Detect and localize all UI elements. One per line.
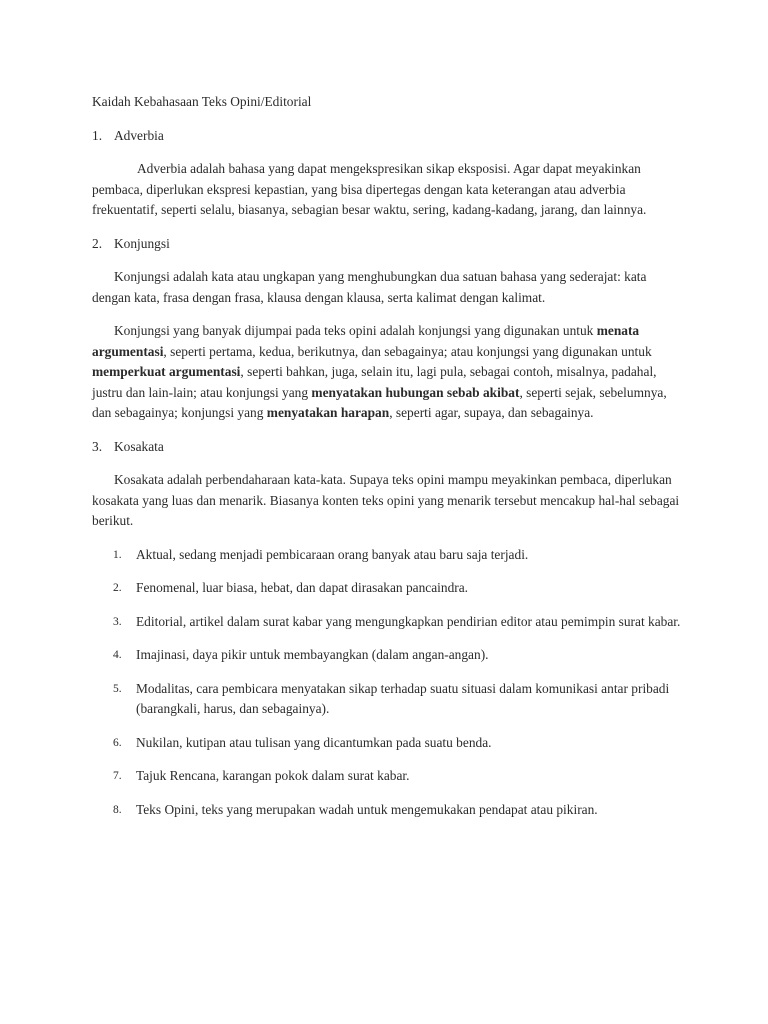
paragraph-konjungsi-definition: Konjungsi adalah kata atau ungkapan yang menghubungkan dua satuan bahasa yang sederajat: kata dengan kata, frasa dengan frasa, klausa dengan klausa, serta kalimat dengan kalimat. xyxy=(92,269,647,305)
section-heading-kosakata xyxy=(92,437,682,458)
list-text: Nukilan, kutipan atau tulisan yang dicantumkan pada suatu benda. xyxy=(136,734,492,750)
paragraph-text: Konjungsi yang banyak dijumpai pada teks opini adalah konjungsi yang digunakan untuk xyxy=(114,323,597,338)
list-number: 3. xyxy=(113,615,122,628)
list-item xyxy=(92,800,682,821)
document-page xyxy=(92,92,682,833)
section-heading-adverbia xyxy=(92,126,682,147)
bold-term: menyatakan harapan xyxy=(266,405,390,420)
list-text: Teks Opini, teks yang merupakan wadah untuk mengemukakan pendapat atau pikiran. xyxy=(136,801,598,817)
list-text: Fenomenal, luar biasa, hebat, dan dapat dirasakan pancaindra. xyxy=(136,580,469,595)
list-number: 1. xyxy=(113,548,122,561)
list-item xyxy=(92,612,682,633)
section-title: Adverbia xyxy=(114,127,164,143)
paragraph-text: , seperti pertama, kedua, berikutnya, dan sebagainya; atau konjungsi yang digunakan untuk xyxy=(163,343,652,359)
section-number: 3. xyxy=(92,438,103,454)
section-heading-konjungsi xyxy=(92,234,682,255)
list-number: 7. xyxy=(113,770,122,782)
list-item xyxy=(92,578,682,599)
list-item xyxy=(92,733,682,754)
list-item xyxy=(92,545,682,566)
list-item xyxy=(92,679,682,720)
list-text: Modalitas, cara pembicara menyatakan sikap terhadap suatu situasi dalam komunikasi antar pribadi (barangkali, harus, dan sebagainya). xyxy=(136,680,670,716)
list-text: Editorial, artikel dalam surat kabar yang mengungkapkan pendirian editor atau pemimpin surat kabar. xyxy=(136,613,681,629)
section-number: 1. xyxy=(92,127,103,143)
list-number: 4. xyxy=(113,649,122,661)
bold-term: menyatakan hubungan sebab akibat xyxy=(311,384,520,400)
list-text: Tajuk Rencana, karangan pokok dalam surat kabar. xyxy=(136,768,410,783)
section-title: Kosakata xyxy=(114,438,164,454)
paragraph-text: , seperti bahkan, juga, selain itu, lagi pula, sebagai contoh, misalnya, padahal, justru dan lain-lain; atau konjungsi yang xyxy=(92,364,657,400)
section-title: Konjungsi xyxy=(114,235,170,251)
document-title: Kaidah Kebahasaan Teks Opini/Editorial xyxy=(92,94,312,109)
paragraph-text: , seperti agar, supaya, dan sebagainya. xyxy=(389,405,594,420)
list-number: 8. xyxy=(113,803,122,816)
bold-term: memperkuat argumentasi xyxy=(92,364,241,379)
list-text: Imajinasi, daya pikir untuk membayangkan (dalam angan-angan). xyxy=(136,647,489,662)
list-item xyxy=(92,766,682,787)
paragraph-adverbia: Adverbia adalah bahasa yang dapat mengekspresikan sikap eksposisi. Agar dapat meyakinkan pembaca, diperlukan ekspresi kepastian, yang bisa dipertegas dengan kata keterangan atau adverbia frekuentatif, seperti selalu, biasanya, sebagian besar waktu, sering, kadang-kadang, jarang, dan lainnya. xyxy=(92,161,647,217)
paragraph-kosakata: Kosakata adalah perbendaharaan kata-kata. Supaya teks opini mampu meyakinkan pembaca, diperlukan kosakata yang luas dan menarik. Biasanya konten teks opini yang menarik tersebut mencakup hal-hal sebagai berikut. xyxy=(92,472,680,528)
kosakata-list xyxy=(92,545,682,821)
list-text: Aktual, sedang menjadi pembicaraan orang banyak atau baru saja terjadi. xyxy=(136,546,529,562)
paragraph-konjungsi-types xyxy=(92,321,682,424)
list-item xyxy=(92,645,682,666)
list-number: 2. xyxy=(113,582,122,594)
bold-term: menata argumentasi xyxy=(92,323,640,359)
list-number: 6. xyxy=(113,736,122,749)
section-number: 2. xyxy=(92,235,103,251)
paragraph-text: , seperti sejak, sebelumnya, dan sebagainya; konjungsi yang xyxy=(92,384,667,420)
list-number: 5. xyxy=(113,682,122,695)
